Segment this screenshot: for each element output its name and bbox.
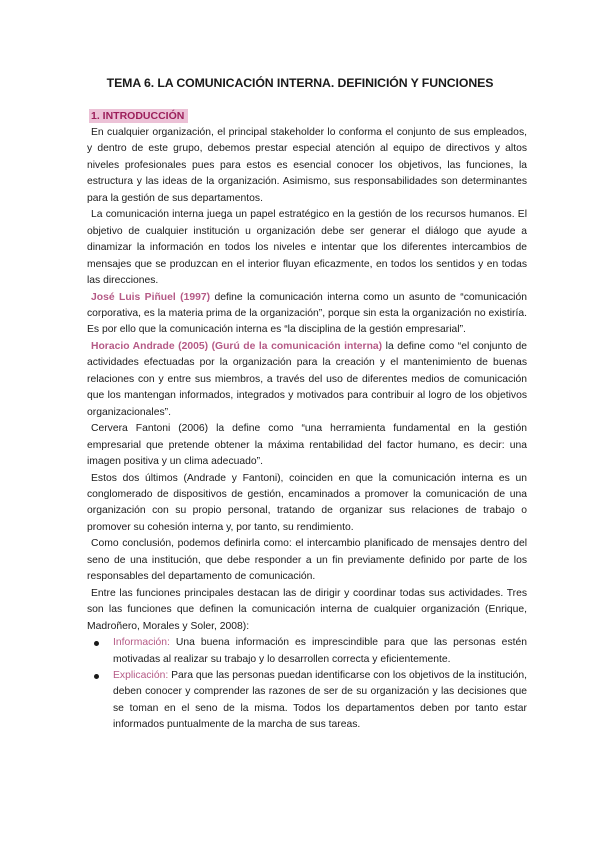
citation-pinuel: José Luis Piñuel (1997)	[91, 291, 211, 303]
functions-list	[87, 635, 527, 734]
citation-andrade: Horacio Andrade (2005) (Gurú de la comunicación interna)	[91, 340, 383, 352]
paragraph-andrade-text: la define como “el conjunto de actividades efectuadas por la organización para la creación y el mantenimiento de buenas relaciones con y entre sus miembros, a través del uso de diferentes medios de comunicación que los mantengan informados, integrados y motivados para contribuir al logro de los objetivos organizacionales”.	[87, 340, 527, 418]
paragraph-pinuel	[87, 290, 527, 339]
page-title: TEMA 6. LA COMUNICACIÓN INTERNA. DEFINICIÓN Y FUNCIONES	[106, 76, 494, 90]
paragraph-andrade	[87, 339, 527, 421]
bullet-icon	[94, 674, 99, 679]
bullet-term: Información:	[113, 637, 170, 649]
bullet-icon	[94, 641, 99, 646]
bullet-term: Explicación:	[113, 669, 169, 681]
list-item	[91, 668, 527, 734]
paragraph-intro: En cualquier organización, el principal stakeholder lo conforma el conjunto de sus empleados, y dentro de este grupo, debemos prestar especial atención al equipo de directivos y altos niveles profesionales pues para estos es esencial conocer los objetivos, las funciones, la estructura y las ideas de la organización. Asimismo, sus responsabilidades son determinantes para la gestión de sus departamentos.	[87, 127, 527, 204]
document-body	[87, 125, 527, 734]
bullet-text: Para que las personas puedan identificarse con los objetivos de la institución, deben conocer y comprender las razones de ser de su organización y las decisiones que se toman en el seno de la misma. Todos los departamentos deben por tanto estar informados puntualmente de la marcha de sus tareas.	[113, 669, 527, 731]
paragraph-role: La comunicación interna juega un papel estratégico en la gestión de los recursos humanos. El objetivo de cualquier institución u organización debe ser generar el diálogo que ayude a dinamizar la información en todos los niveles e intentar que los diferentes intercambios de mensajes que se produzcan en el interior fluyan eficazmente, en todos los sentidos y en todas las direcciones.	[87, 209, 527, 287]
paragraph-fantoni: Cervera Fantoni (2006) la define como “una herramienta fundamental en la gestión empresarial que pretende obtener la máxima rentabilidad del factor humano, es decir: una imagen positiva y un clima adecuado”.	[87, 423, 527, 468]
list-item	[91, 635, 527, 668]
bullet-text: Una buena información es imprescindible para que las personas estén motivadas al realizar su trabajo y lo desarrollen correcta y eficientemente.	[113, 637, 527, 665]
paragraph-functions: Entre las funciones principales destacan las de dirigir y coordinar todas sus actividades. Tres son las funciones que definen la comunicación interna de cualquier organización (Enrique, Madroñero, Morales y Soler, 2008):	[87, 587, 527, 632]
section-heading: 1. INTRODUCCIÓN	[89, 109, 188, 123]
paragraph-pinuel-text: define la comunicación interna como un asunto de “comunicación corporativa, es la materia prima de la organización”, porque sin esta la organización no existiría. Es por ello que la comunicación interna es “la disciplina de la gestión empresarial”.	[87, 291, 527, 336]
paragraph-conclusion: Como conclusión, podemos definirla como: el intercambio planificado de mensajes dentro del seno de una institución, que debe responder a un fin previamente definido por parte de los responsables del departamento de comunicación.	[87, 538, 527, 583]
paragraph-comparison: Estos dos últimos (Andrade y Fantoni), coinciden en que la comunicación interna es un conglomerado de dispositivos de gestión, encaminados a promover la comunicación de una organización con su propio personal, tratando de organizar sus relaciones de trabajo o promover su cohesión interna y, por tanto, su rendimiento.	[87, 472, 527, 533]
